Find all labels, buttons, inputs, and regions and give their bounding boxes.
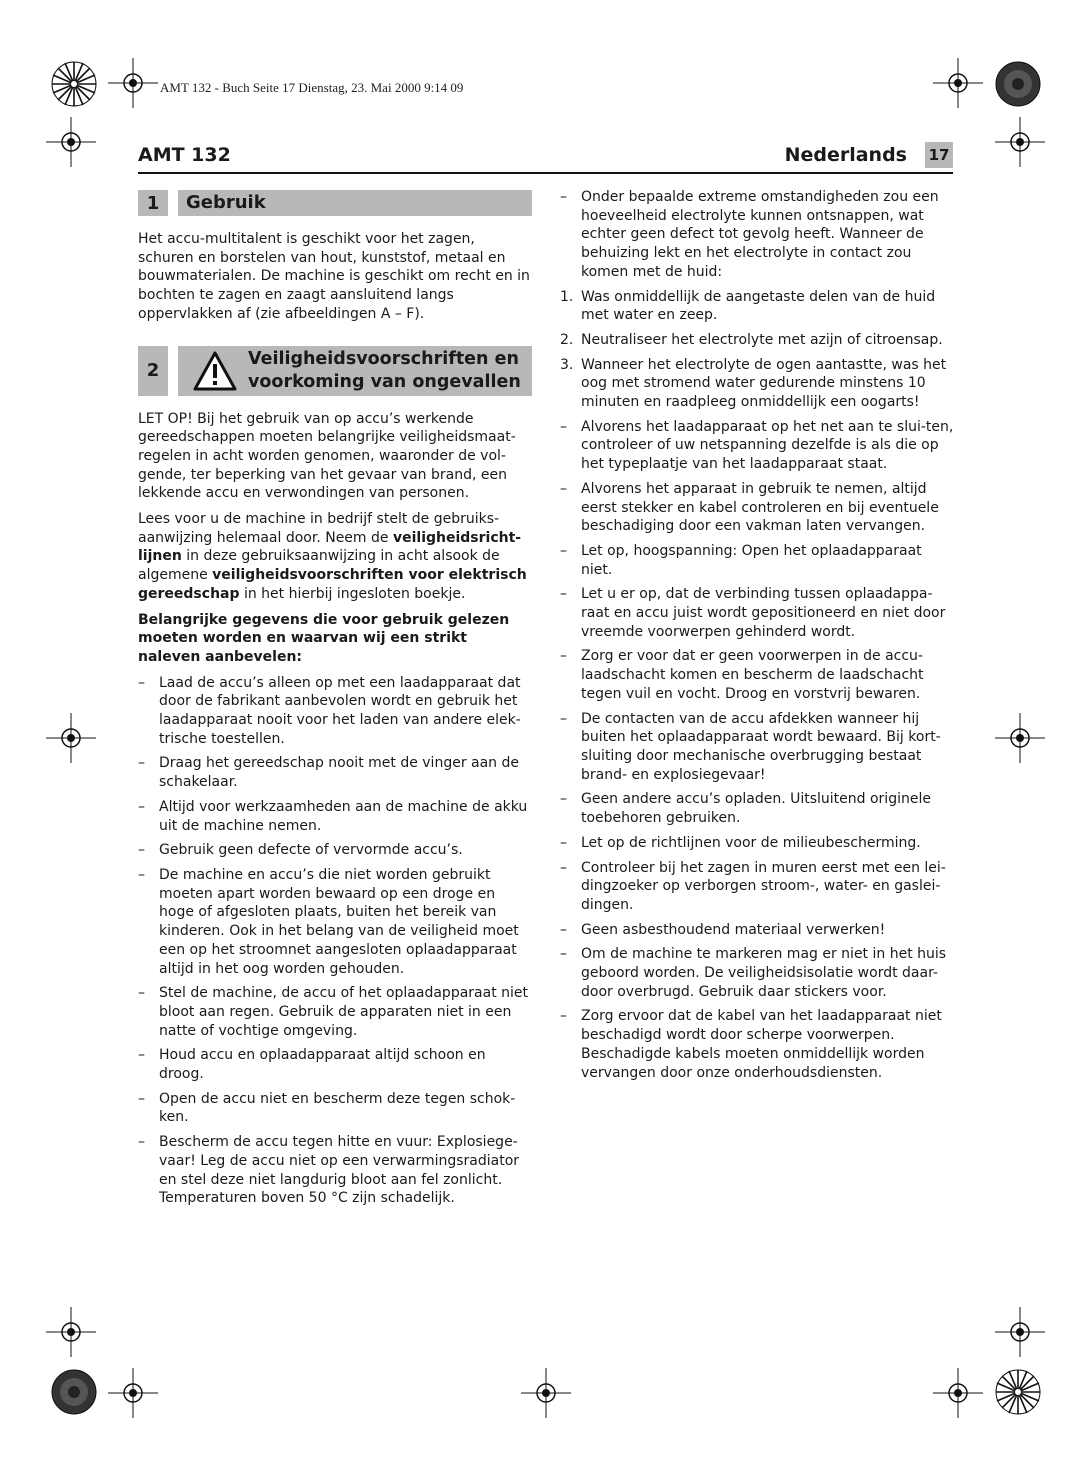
list-item-text: Controleer bij het zagen in muren eerst met een lei-dingzoeker op verborgen stroom-, water- en gaslei-dingen.: [581, 859, 946, 913]
registration-mark-icon: [933, 58, 983, 108]
list-item-text: Let op, hoogspanning: Open het oplaadapparaat niet.: [581, 542, 922, 578]
list-marker: –: [560, 586, 567, 603]
list-marker: –: [560, 480, 567, 497]
list-marker: –: [138, 674, 145, 691]
list-item-text: Alvorens het apparaat in gebruik te nemen, altijd eerst stekker en kabel controleren en bij eventuele beschadiging door een vakman laten vervangen.: [581, 480, 939, 535]
numbered-item: [560, 356, 956, 412]
list-item-text: Wanneer het electrolyte de ogen aantastte, was het oog met stromend water gedurende minstens 10 minuten en raadpleeg onmiddellijk een oogarts!: [581, 356, 947, 411]
list-item-text: Zorg ervoor dat de kabel van het laadapparaat niet beschadigd wordt door scherpe voorwerpen. Beschadigde kabels moeten onmiddellijk worden vervangen door onze onderhoudsdiensten.: [581, 1008, 942, 1081]
list-item: [560, 585, 956, 641]
list-marker: –: [138, 1047, 145, 1064]
registration-mark-icon: [108, 58, 158, 108]
numbered-list: [560, 288, 956, 412]
list-item-text: Draag het gereedschap nooit met de vinger aan de schakelaar.: [159, 755, 520, 791]
print-slug: AMT 132 - Buch Seite 17 Dienstag, 23. Mai 2000 9:14 09: [160, 80, 464, 95]
read-instructions: Lees voor u de machine in bedrijf stelt de gebruiks-aanwijzing helemaal door. Neem de veiligheidsricht-lijnen in deze gebruiksaanwijzing in acht alsook de algemene veiligheidsvoorschriften voor elektrisch gereedschap in het hierbij ingesloten boekje.: [138, 511, 527, 602]
list-item: [138, 754, 532, 791]
safety-list-left: [138, 674, 532, 1208]
section-title: Gebruik: [178, 190, 532, 216]
section-heading-gebruik: [138, 190, 532, 216]
registration-mark-icon: [521, 1368, 571, 1418]
right-column: [560, 188, 956, 1088]
section-heading-safety: [138, 346, 532, 396]
registration-mark-icon: [46, 713, 96, 763]
list-item: [138, 866, 532, 978]
list-marker: –: [560, 834, 567, 851]
list-item-text: Neutraliseer het electrolyte met azijn of citroensap.: [581, 331, 943, 348]
electrolyte-item: [560, 188, 956, 282]
list-item-text: Let op de richtlijnen voor de milieubescherming.: [581, 834, 921, 851]
bold-note: Belangrijke gegevens die voor gebruik gelezen moeten worden en waarvan wij een strikt naleven aanbevelen:: [138, 611, 510, 665]
section-title-line1: Veiligheidsvoorschriften en: [248, 348, 519, 369]
list-marker: –: [560, 710, 567, 727]
list-marker: –: [560, 418, 567, 435]
list-item: [560, 834, 956, 853]
numbered-item: [560, 288, 956, 325]
list-item: [138, 841, 532, 860]
color-wheel-icon: [994, 1368, 1042, 1416]
registration-mark-icon: [46, 1307, 96, 1357]
list-item-text: Om de machine te markeren mag er niet in het huis geboord worden. De veiligheidsisolatie wordt daar-door overbrugd. Gebruik daar stickers voor.: [581, 946, 947, 1000]
list-marker: –: [138, 866, 145, 883]
list-item-text: Open de accu niet en bescherm deze tegen schok-ken.: [159, 1090, 516, 1126]
safety-intro: LET OP! Bij het gebruik van op accu’s werkende gereedschappen moeten belangrijke veiligheidsmaat-regelen in acht worden genomen, waaronder de vol-gende, ter beperking van het gevaar van brand, een lekkende accu en verwondingen van personen.: [138, 410, 516, 502]
page-number: 17: [925, 142, 953, 168]
page-header: [138, 140, 953, 174]
color-wheel-icon: [994, 60, 1042, 108]
list-item-text: Geen asbesthoudend materiaal verwerken!: [581, 921, 886, 938]
list-marker: –: [138, 842, 145, 859]
list-marker: –: [138, 755, 145, 772]
list-marker: –: [138, 985, 145, 1002]
list-marker: –: [560, 946, 567, 963]
list-marker: –: [138, 798, 145, 815]
list-marker: 3.: [560, 356, 574, 373]
list-item-text: De contacten van de accu afdekken wanneer hij buiten het oplaadapparaat wordt bewaard. Bij kort-sluiting door mechanische overbrugging bestaat brand- en explosiegevaar!: [581, 710, 941, 783]
section-number: 1: [138, 190, 168, 216]
color-wheel-icon: [50, 60, 98, 108]
section1-text: Het accu-multitalent is geschikt voor het zagen, schuren en borstelen van hout, kunststof, metaal en bouwmaterialen. De machine is geschikt om recht en in bochten te zagen en zaagt aansluitend langs oppervlakken af (zie afbeeldingen A – F).: [138, 231, 530, 322]
registration-mark-icon: [995, 1307, 1045, 1357]
list-marker: –: [138, 1090, 145, 1107]
list-item: [560, 945, 956, 1001]
list-item-text: Let u er op, dat de verbinding tussen oplaadappa-raat en accu juist wordt gepositioneerd en niet door vreemde voorwerpen gehinderd wordt.: [581, 586, 946, 640]
numbered-item: [560, 331, 956, 350]
list-item: [138, 798, 532, 835]
safety-list-right: [560, 418, 956, 1083]
list-marker: –: [560, 542, 567, 559]
list-item-text: Stel de machine, de accu of het oplaadapparaat niet bloot aan regen. Gebruik de apparaten niet in een natte of vochtige omgeving.: [159, 985, 528, 1039]
left-column: [138, 190, 532, 1214]
list-item: [560, 790, 956, 827]
list-marker: –: [138, 1134, 145, 1151]
list-item-text: Altijd voor werkzaamheden aan de machine de akku uit de machine nemen.: [159, 798, 528, 834]
section-title: [178, 346, 532, 396]
list-item: [560, 418, 956, 474]
registration-mark-icon: [995, 117, 1045, 167]
language-label: Nederlands: [784, 144, 907, 166]
color-wheel-icon: [50, 1368, 98, 1416]
section-number: 2: [138, 346, 168, 396]
section-title-line2: voorkoming van ongevallen: [248, 371, 521, 392]
list-item-text: Gebruik geen defecte of vervormde accu’s.: [159, 842, 463, 859]
list-item: [560, 542, 956, 579]
list-marker: –: [560, 859, 567, 876]
list-item: [138, 1133, 532, 1208]
list-item: [560, 921, 956, 940]
warning-triangle-icon: [192, 350, 238, 392]
list-item-text: Zorg er voor dat er geen voorwerpen in de accu-laadschacht komen en bescherm de laadschacht tegen vuil en vocht. Droog en vorstvrij bewaren.: [581, 648, 924, 702]
page-title: AMT 132: [138, 144, 231, 166]
list-item-text: Alvorens het laadapparaat op het net aan te slui-ten, controleer of uw netspanning dezelfde is als die op het typeplaatje van het laadapparaat staat.: [581, 418, 954, 473]
list-item: [560, 647, 956, 703]
list-item: [138, 1090, 532, 1127]
list-item: [560, 480, 956, 536]
list-item-text: Laad de accu’s alleen op met een laadapparaat dat door de fabrikant aanbevolen wordt en gebruik het laadapparaat nooit voor het laden van andere elek-trische toestellen.: [159, 674, 521, 747]
list-marker: –: [560, 791, 567, 808]
list-marker: –: [560, 921, 567, 938]
registration-mark-icon: [995, 713, 1045, 763]
list-item: [560, 1007, 956, 1082]
list-marker: –: [560, 1008, 567, 1025]
list-item: [138, 984, 532, 1040]
list-item-text: De machine en accu’s die niet worden gebruikt moeten apart worden bewaard op een droge en hoge of afgesloten plaats, buiten het bereik van kinderen. Ook in het belang van de veiligheid moet een op het stroomnet aangesloten oplaadapparaat altijd in het oog worden gehouden.: [159, 866, 519, 977]
list-item: – Onder bepaalde extreme omstandigheden zou een hoeveelheid electrolyte kunnen ontsnappen, wat echter geen defect tot gevolg heeft. Wanneer de behuizing lekt en het electrolyte in contact zou komen met de huid:: [560, 189, 939, 280]
list-item: [560, 710, 956, 785]
list-marker: 1.: [560, 288, 574, 305]
list-item-text: Was onmiddellijk de aangetaste delen van de huid met water en zeep.: [581, 288, 936, 324]
registration-mark-icon: [108, 1368, 158, 1418]
list-item-text: Geen andere accu’s opladen. Uitsluitend originele toebehoren gebruiken.: [581, 791, 931, 827]
list-item: [138, 674, 532, 749]
list-item: [138, 1046, 532, 1083]
list-item-text: Houd accu en oplaadapparaat altijd schoon en droog.: [159, 1047, 486, 1083]
list-item-text: Bescherm de accu tegen hitte en vuur: Explosiege-vaar! Leg de accu niet op een verwarmingsradiator en stel deze niet langdurig bloot aan fel zonlicht. Temperaturen boven 50 °C zijn schadelijk.: [159, 1134, 520, 1207]
registration-mark-icon: [933, 1368, 983, 1418]
list-item: [560, 859, 956, 915]
list-marker: 2.: [560, 331, 574, 348]
list-marker: –: [560, 648, 567, 665]
registration-mark-icon: [46, 117, 96, 167]
